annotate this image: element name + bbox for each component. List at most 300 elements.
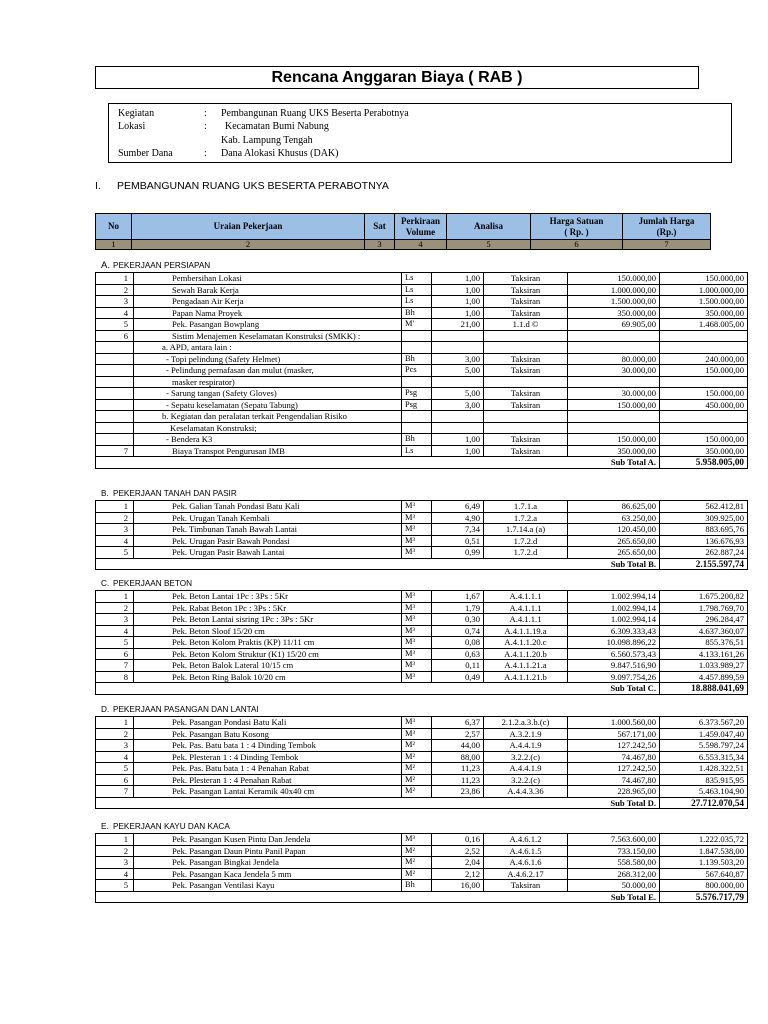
row-description: Pengadaan Air Kerja	[134, 296, 402, 308]
row-analisa: 1.7.2.d	[484, 535, 568, 547]
row-volume: 1,00	[432, 296, 484, 308]
row-unit-price: 80.000,00	[568, 353, 660, 365]
colon: :	[204, 108, 207, 119]
table-row	[96, 284, 748, 296]
table-row	[96, 880, 748, 892]
row-analisa: 1.7.2.d	[484, 547, 568, 559]
row-volume	[432, 411, 484, 423]
row-unit: M³	[402, 625, 432, 637]
subtotal-row	[96, 457, 748, 469]
row-unit	[402, 411, 432, 423]
row-volume: 0,30	[432, 614, 484, 626]
table-row	[96, 660, 748, 672]
row-unit-price: 9.097.754,26	[568, 671, 660, 683]
row-analisa: Taksiran	[484, 273, 568, 285]
row-unit-price: 127.242,50	[568, 740, 660, 752]
row-unit-price: 150.000,00	[568, 273, 660, 285]
row-total-price: 4.457.899,59	[660, 671, 748, 683]
row-unit: Ls	[402, 273, 432, 285]
row-number	[96, 342, 134, 354]
subtotal-label: Sub Total D.	[96, 797, 660, 809]
row-unit: M²	[402, 740, 432, 752]
row-unit: M³	[402, 637, 432, 649]
row-volume: 0,11	[432, 660, 484, 672]
subtotal-value: 27.712.070,54	[660, 797, 748, 809]
row-unit-price	[568, 411, 660, 423]
row-number: 3	[96, 524, 134, 536]
row-description: Pek. Pasangan Kusen Pintu Dan Jendela	[134, 834, 402, 846]
row-unit	[402, 376, 432, 388]
row-description: Pembersihan Lokasi	[134, 273, 402, 285]
row-number: 5	[96, 880, 134, 892]
row-volume: 2,57	[432, 728, 484, 740]
row-total-price: 1.500.000,00	[660, 296, 748, 308]
row-unit: M³	[402, 614, 432, 626]
main-heading	[95, 180, 389, 192]
row-description: Keselamatan Konstruksi;	[134, 422, 402, 434]
row-analisa: A.4.6.1.5	[484, 845, 568, 857]
table-row	[96, 501, 748, 513]
header-volume-line2: Volume	[405, 226, 436, 237]
table-row	[96, 648, 748, 660]
row-number: 5	[96, 319, 134, 331]
row-number	[96, 434, 134, 446]
table-row	[96, 740, 748, 752]
row-total-price: 240.000,00	[660, 353, 748, 365]
row-description: Pek. Urugan Tanah Kembali	[134, 512, 402, 524]
row-description: Pek. Beton Sloof 15/20 cm	[134, 625, 402, 637]
row-analisa: A.4.1.1.1	[484, 602, 568, 614]
row-unit-price: 1.000.000,00	[568, 284, 660, 296]
table-row	[96, 524, 748, 536]
row-unit-price: 1.002.994,14	[568, 614, 660, 626]
section-letter: A.	[101, 260, 110, 271]
table-row	[96, 365, 748, 377]
table-row	[96, 388, 748, 400]
row-unit-price: 63.250,00	[568, 512, 660, 524]
row-description: Sistim Menajemen Keselamatan Konstruksi (SMKK) :	[134, 330, 402, 342]
row-analisa: Taksiran	[484, 388, 568, 400]
subtotal-value: 18.888.041,69	[660, 683, 748, 695]
row-number: 8	[96, 671, 134, 683]
row-volume: 21,00	[432, 319, 484, 331]
row-unit: M³	[402, 648, 432, 660]
row-unit-price	[568, 376, 660, 388]
section-letter: C.	[101, 579, 110, 588]
row-description: Pek. Galian Tanah Pondasi Batu Kali	[134, 501, 402, 513]
section-b-table	[95, 500, 748, 570]
section-letter: E.	[101, 822, 109, 831]
row-description: Pek. Pas. Batu bata 1 : 4 Dinding Tembok	[134, 740, 402, 752]
index-cell: 6	[531, 240, 623, 250]
row-unit-price: 150.000,00	[568, 399, 660, 411]
row-number	[96, 365, 134, 377]
row-number	[96, 388, 134, 400]
row-unit-price: 120.450,00	[568, 524, 660, 536]
row-unit-price: 567.171,00	[568, 728, 660, 740]
row-volume	[432, 342, 484, 354]
row-total-price: 1.222.035,72	[660, 834, 748, 846]
row-total-price: 262.887,24	[660, 547, 748, 559]
table-row	[96, 399, 748, 411]
row-unit: M³	[402, 671, 432, 683]
table-row	[96, 602, 748, 614]
row-total-price: 1.139.503,20	[660, 857, 748, 869]
row-volume: 0,99	[432, 547, 484, 559]
row-description: - Sepatu keselamatan (Sepatu Tabung)	[134, 399, 402, 411]
subtotal-label: Sub Total E.	[96, 891, 660, 903]
subtotal-row	[96, 683, 748, 695]
row-number: 2	[96, 728, 134, 740]
row-unit-price: 1.002.994,14	[568, 591, 660, 603]
row-volume: 0,49	[432, 671, 484, 683]
table-row	[96, 434, 748, 446]
row-unit-price: 86.625,00	[568, 501, 660, 513]
row-unit-price: 50.000,00	[568, 880, 660, 892]
row-volume: 4,90	[432, 512, 484, 524]
row-analisa	[484, 422, 568, 434]
row-total-price	[660, 422, 748, 434]
row-total-price: 150.000,00	[660, 365, 748, 377]
row-volume: 16,00	[432, 880, 484, 892]
row-description: - Pelindung pernafasan dan mulut (masker,	[134, 365, 402, 377]
row-number: 3	[96, 740, 134, 752]
row-unit: Psg	[402, 399, 432, 411]
row-number: 5	[96, 547, 134, 559]
row-description: masker respirator)	[134, 376, 402, 388]
row-description: Pek. Pasangan Bowplang	[134, 319, 402, 331]
lokasi-value-1: Kecamatan Bumi Nabung	[225, 121, 329, 132]
info-row-sumber-dana	[109, 147, 731, 161]
row-volume: 1,00	[432, 445, 484, 457]
row-total-price: 1.000.000,00	[660, 284, 748, 296]
subtotal-value: 2.155.597,74	[660, 558, 748, 570]
row-total-price: 1.675.200,82	[660, 591, 748, 603]
row-volume	[432, 330, 484, 342]
row-number: 1	[96, 501, 134, 513]
row-unit: Bh	[402, 353, 432, 365]
row-description: Pek. Pasangan Bingkai Jendela	[134, 857, 402, 869]
row-unit-price: 558.580,00	[568, 857, 660, 869]
row-unit: M'	[402, 319, 432, 331]
info-row-lokasi-2	[109, 134, 731, 148]
row-total-price: 855.376,51	[660, 637, 748, 649]
document-title: Rencana Anggaran Biaya ( RAB )	[95, 66, 699, 89]
section-name: PEKERJAAN BETON	[113, 579, 193, 588]
row-number: 4	[96, 535, 134, 547]
table-row	[96, 330, 748, 342]
row-unit-price	[568, 422, 660, 434]
row-total-price: 450.000,00	[660, 399, 748, 411]
table-row	[96, 376, 748, 388]
row-total-price	[660, 376, 748, 388]
table-row	[96, 547, 748, 559]
row-volume: 0,51	[432, 535, 484, 547]
table-row	[96, 512, 748, 524]
row-number	[96, 422, 134, 434]
row-description: Pek. Pasangan Kaca Jendela 5 mm	[134, 868, 402, 880]
header-volume	[395, 214, 447, 240]
kegiatan-value: Pembangunan Ruang UKS Beserta Perabotnya	[221, 108, 409, 119]
row-unit: M³	[402, 591, 432, 603]
row-total-price: 567.640,87	[660, 868, 748, 880]
colon: :	[204, 148, 207, 159]
row-analisa: Taksiran	[484, 365, 568, 377]
row-total-price: 150.000,00	[660, 434, 748, 446]
row-volume: 6,49	[432, 501, 484, 513]
row-volume: 3,00	[432, 353, 484, 365]
row-unit-price: 30.000,00	[568, 365, 660, 377]
subtotal-label: Sub Total B.	[96, 558, 660, 570]
row-unit: M²	[402, 857, 432, 869]
row-analisa: Taksiran	[484, 307, 568, 319]
row-unit: M²	[402, 774, 432, 786]
header-volume-line1: Perkiraan	[401, 215, 440, 226]
row-unit-price: 6.309.333,43	[568, 625, 660, 637]
row-analisa: Taksiran	[484, 445, 568, 457]
table-row	[96, 728, 748, 740]
row-description: Pek. Pasangan Batu Kosong	[134, 728, 402, 740]
row-analisa	[484, 330, 568, 342]
row-total-price	[660, 411, 748, 423]
row-analisa: A.4.4.1.9	[484, 740, 568, 752]
row-total-price: 150.000,00	[660, 388, 748, 400]
row-volume: 1,79	[432, 602, 484, 614]
header-index-row	[96, 240, 711, 250]
index-cell: 5	[447, 240, 531, 250]
row-unit: M³	[402, 535, 432, 547]
row-total-price: 1.847.538,00	[660, 845, 748, 857]
row-analisa: Taksiran	[484, 353, 568, 365]
table-row	[96, 625, 748, 637]
header-jumlah-harga	[623, 214, 711, 240]
row-volume: 1,00	[432, 307, 484, 319]
row-total-price: 6.553.315,34	[660, 751, 748, 763]
row-description: Pek. Pasangan Daun Pintu Panil Papan	[134, 845, 402, 857]
row-volume: 88,00	[432, 751, 484, 763]
table-row	[96, 868, 748, 880]
row-total-price: 1.428.322,51	[660, 763, 748, 775]
row-volume: 11,23	[432, 774, 484, 786]
row-description: - Topi pelindung (Safety Helmet)	[134, 353, 402, 365]
row-analisa	[484, 376, 568, 388]
table-row	[96, 774, 748, 786]
row-total-price: 309.925,00	[660, 512, 748, 524]
row-total-price: 5.463.104,90	[660, 786, 748, 798]
row-description: - Sarung tangan (Safety Gloves)	[134, 388, 402, 400]
row-description: Pek. Urugan Pasir Bawah Pondasi	[134, 535, 402, 547]
row-total-price: 883.695,76	[660, 524, 748, 536]
row-analisa: A.4.1.1.20.b	[484, 648, 568, 660]
row-volume: 2,12	[432, 868, 484, 880]
header-jumlah-line2: (Rp.)	[656, 226, 677, 237]
table-row	[96, 535, 748, 547]
section-c-title	[101, 579, 192, 588]
table-row	[96, 296, 748, 308]
row-unit: Ls	[402, 445, 432, 457]
row-number	[96, 411, 134, 423]
table-row	[96, 845, 748, 857]
row-analisa: A.4.1.1.19.a	[484, 625, 568, 637]
table-row	[96, 614, 748, 626]
row-volume: 2,04	[432, 857, 484, 869]
info-row-lokasi	[109, 120, 731, 134]
row-unit	[402, 330, 432, 342]
row-volume: 5,00	[432, 365, 484, 377]
section-e-table	[95, 833, 748, 903]
row-analisa: A.4.1.1.21.b	[484, 671, 568, 683]
row-analisa: 1.7.2.a	[484, 512, 568, 524]
row-unit-price: 350.000,00	[568, 445, 660, 457]
header-sat: Sat	[365, 214, 395, 240]
subtotal-row	[96, 891, 748, 903]
row-unit-price: 6.560.573,43	[568, 648, 660, 660]
row-number: 1	[96, 834, 134, 846]
row-total-price: 1.468.005,00	[660, 319, 748, 331]
row-number: 2	[96, 845, 134, 857]
row-number: 1	[96, 591, 134, 603]
row-number: 7	[96, 786, 134, 798]
row-unit: Ls	[402, 284, 432, 296]
row-unit-price: 74.467,80	[568, 751, 660, 763]
section-b-title	[101, 489, 237, 498]
table-row	[96, 307, 748, 319]
index-cell: 7	[623, 240, 711, 250]
row-volume	[432, 422, 484, 434]
row-unit: Ls	[402, 296, 432, 308]
row-analisa: 1.7.14.a (a)	[484, 524, 568, 536]
row-unit-price: 10.098.896,22	[568, 637, 660, 649]
row-volume: 0,16	[432, 834, 484, 846]
row-unit: M²	[402, 868, 432, 880]
table-row	[96, 273, 748, 285]
row-unit: M³	[402, 512, 432, 524]
index-cell: 1	[96, 240, 132, 250]
row-unit: M³	[402, 728, 432, 740]
row-description: Pek. Beton Lantai sisring 1Pc : 3Ps : 5Kr	[134, 614, 402, 626]
row-unit: Bh	[402, 434, 432, 446]
row-analisa	[484, 342, 568, 354]
section-a-title	[101, 260, 210, 271]
table-row	[96, 786, 748, 798]
row-total-price: 350.000,00	[660, 445, 748, 457]
row-number: 6	[96, 330, 134, 342]
row-unit: M³	[402, 834, 432, 846]
row-description: Pek. Pasangan Ventilasi Kayu	[134, 880, 402, 892]
row-description: Pek. Pasangan Pondasi Batu Kali	[134, 717, 402, 729]
row-description: Pek. Plesteran 1 : 4 Penahan Rabat	[134, 774, 402, 786]
row-description: Papan Nama Proyek	[134, 307, 402, 319]
row-number: 6	[96, 774, 134, 786]
section-letter: D.	[101, 705, 110, 714]
row-unit-price: 350.000,00	[568, 307, 660, 319]
row-analisa: A.4.1.1.20.c	[484, 637, 568, 649]
row-number: 6	[96, 648, 134, 660]
table-row	[96, 834, 748, 846]
row-description: Sewah Barak Kerja	[134, 284, 402, 296]
main-heading-text: PEMBANGUNAN RUANG UKS BESERTA PERABOTNYA	[117, 180, 389, 192]
row-number: 4	[96, 625, 134, 637]
row-unit-price: 265.650,00	[568, 535, 660, 547]
row-analisa: 1.1.d ©	[484, 319, 568, 331]
table-row	[96, 445, 748, 457]
row-unit: Psg	[402, 388, 432, 400]
row-volume	[432, 376, 484, 388]
info-row-kegiatan	[109, 107, 731, 121]
row-description: Pek. Beton Balok Lateral 10/15 cm	[134, 660, 402, 672]
sumber-dana-value: Dana Alokasi Khusus (DAK)	[221, 148, 339, 159]
row-analisa: Taksiran	[484, 284, 568, 296]
row-analisa: A.4.4.3.36	[484, 786, 568, 798]
row-unit-price: 1.500.000,00	[568, 296, 660, 308]
row-volume: 0,74	[432, 625, 484, 637]
row-number: 4	[96, 307, 134, 319]
row-volume: 0,63	[432, 648, 484, 660]
row-unit-price: 1.002.994,14	[568, 602, 660, 614]
index-cell: 2	[132, 240, 365, 250]
table-row	[96, 342, 748, 354]
index-cell: 4	[395, 240, 447, 250]
row-number: 2	[96, 284, 134, 296]
row-volume: 7,34	[432, 524, 484, 536]
table-row	[96, 857, 748, 869]
row-description: Pek. Plesteran 1 : 4 Dinding Tembok	[134, 751, 402, 763]
row-unit-price: 74.467,80	[568, 774, 660, 786]
row-volume: 44,00	[432, 740, 484, 752]
subtotal-label: Sub Total A.	[96, 457, 660, 469]
row-number: 4	[96, 751, 134, 763]
row-description: Pek. Beton Ring Balok 10/20 cm	[134, 671, 402, 683]
row-unit: M²	[402, 751, 432, 763]
section-a-table	[95, 272, 748, 469]
row-unit: M³	[402, 602, 432, 614]
row-volume: 5,00	[432, 388, 484, 400]
section-c-table	[95, 590, 748, 695]
lokasi-label: Lokasi	[118, 121, 146, 132]
row-unit: M³	[402, 660, 432, 672]
row-total-price: 1.798.769,70	[660, 602, 748, 614]
header-harga-satuan-line2: ( Rp. )	[564, 226, 589, 237]
row-description: Pek. Urugan Pasir Bawah Lantai	[134, 547, 402, 559]
row-unit: M³	[402, 524, 432, 536]
row-description: Pek. Pas. Batu bata 1 : 4 Penahan Rabat	[134, 763, 402, 775]
row-description: Biaya Transpot Pengurusan IMB	[134, 445, 402, 457]
row-analisa: A.4.1.1.1	[484, 614, 568, 626]
row-analisa: 2.1.2.a.3.b.(c)	[484, 717, 568, 729]
row-unit-price	[568, 342, 660, 354]
section-d-table	[95, 716, 748, 809]
row-unit-price: 30.000,00	[568, 388, 660, 400]
row-unit-price: 268.312,00	[568, 868, 660, 880]
header-harga-satuan	[531, 214, 623, 240]
row-volume: 6,37	[432, 717, 484, 729]
header-analisa: Analisa	[447, 214, 531, 240]
row-number: 3	[96, 614, 134, 626]
row-unit: M²	[402, 763, 432, 775]
row-description: - Bendera K3	[134, 434, 402, 446]
table-row	[96, 353, 748, 365]
row-unit	[402, 422, 432, 434]
row-number: 5	[96, 637, 134, 649]
row-total-price: 1.459.047,40	[660, 728, 748, 740]
row-analisa: A.4.6.1.2	[484, 834, 568, 846]
row-unit-price: 127.242,50	[568, 763, 660, 775]
row-unit: Bh	[402, 880, 432, 892]
section-letter: B.	[101, 489, 109, 498]
section-name: PEKERJAAN PASANGAN DAN LANTAI	[113, 705, 259, 714]
row-number: 7	[96, 660, 134, 672]
row-total-price: 150.000,00	[660, 273, 748, 285]
